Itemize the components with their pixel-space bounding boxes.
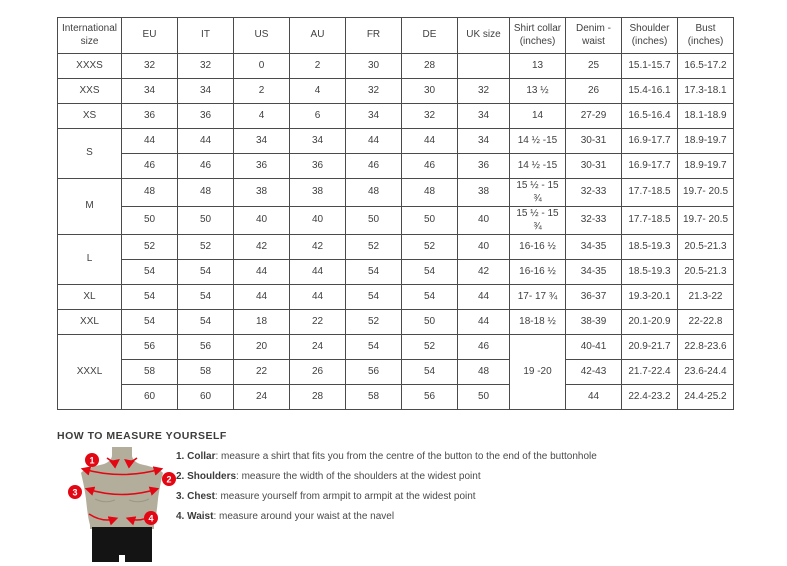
value-cell: 52 [346, 235, 402, 260]
value-cell: 52 [178, 235, 234, 260]
value-cell: 40 [458, 207, 510, 235]
value-cell: 34 [178, 79, 234, 104]
marker-4 [144, 511, 158, 525]
value-cell: 50 [178, 207, 234, 235]
value-cell: 40 [458, 235, 510, 260]
value-cell: 52 [122, 235, 178, 260]
value-cell: 32-33 [566, 179, 622, 207]
value-cell: 20.5-21.3 [678, 235, 734, 260]
value-cell: 34 [458, 129, 510, 154]
column-header: FR [346, 18, 402, 54]
value-cell: 44 [346, 129, 402, 154]
value-cell: 50 [346, 207, 402, 235]
value-cell: 21.3-22 [678, 285, 734, 310]
value-cell: 32 [402, 104, 458, 129]
value-cell: 2 [290, 54, 346, 79]
value-cell: 52 [402, 335, 458, 360]
value-cell: 42 [234, 235, 290, 260]
value-cell: 18.5-19.3 [622, 235, 678, 260]
value-cell: 44 [290, 260, 346, 285]
column-header: UK size [458, 18, 510, 54]
table-row [58, 285, 734, 310]
svg-text:3: 3 [72, 487, 78, 498]
value-cell: 32 [122, 54, 178, 79]
mannequin-shorts [92, 527, 152, 562]
value-cell: 17.7-18.5 [622, 179, 678, 207]
value-cell: 22 [290, 310, 346, 335]
column-header: Shirt collar (inches) [510, 18, 566, 54]
collar-value-cell: 14 [510, 104, 566, 129]
value-cell: 32 [178, 54, 234, 79]
value-cell: 15.1-15.7 [622, 54, 678, 79]
value-cell: 26 [566, 79, 622, 104]
measure-guide-section [57, 430, 757, 566]
table-row [58, 129, 734, 154]
value-cell: 50 [402, 310, 458, 335]
collar-value-cell: 14 ½ -15 [510, 154, 566, 179]
value-cell: 48 [402, 179, 458, 207]
value-cell: 38 [234, 179, 290, 207]
value-cell: 48 [346, 179, 402, 207]
value-cell: 36 [234, 154, 290, 179]
value-cell: 22.4-23.2 [622, 385, 678, 410]
measure-instruction [176, 471, 757, 482]
column-header: Shoulder (inches) [622, 18, 678, 54]
table-row [58, 235, 734, 260]
collar-value-cell: 15 ½ - 15 ¾ [510, 179, 566, 207]
instruction-label: Shoulders [187, 471, 237, 482]
value-cell: 34-35 [566, 235, 622, 260]
collar-value-cell: 17- 17 ¾ [510, 285, 566, 310]
instruction-number: 3. [176, 491, 188, 502]
value-cell: 18.9-19.7 [678, 129, 734, 154]
value-cell: 25 [566, 54, 622, 79]
collar-value-cell: 19 -20 [510, 335, 566, 410]
measure-instruction [176, 491, 757, 502]
value-cell: 34 [290, 129, 346, 154]
value-cell: 48 [122, 179, 178, 207]
value-cell: 56 [122, 335, 178, 360]
value-cell: 44 [122, 129, 178, 154]
column-header: International size [58, 18, 122, 54]
value-cell: 50 [458, 385, 510, 410]
value-cell: 23.6-24.4 [678, 360, 734, 385]
value-cell: 54 [178, 260, 234, 285]
value-cell [458, 54, 510, 79]
value-cell: 36 [178, 104, 234, 129]
value-cell: 54 [346, 285, 402, 310]
value-cell: 44 [458, 310, 510, 335]
collar-value-cell: 13 [510, 54, 566, 79]
value-cell: 58 [122, 360, 178, 385]
instruction-label: Collar [187, 451, 216, 462]
value-cell: 44 [290, 285, 346, 310]
measure-instructions-list [176, 447, 757, 522]
value-cell: 40 [290, 207, 346, 235]
value-cell: 16.9-17.7 [622, 154, 678, 179]
value-cell: 48 [458, 360, 510, 385]
value-cell: 54 [122, 310, 178, 335]
size-label-cell: XXXL [58, 335, 122, 410]
value-cell: 30 [402, 79, 458, 104]
value-cell: 4 [290, 79, 346, 104]
table-row [58, 79, 734, 104]
value-cell: 18.9-19.7 [678, 154, 734, 179]
marker-2 [162, 472, 176, 486]
value-cell: 54 [178, 310, 234, 335]
table-row [58, 335, 734, 360]
collar-value-cell: 13 ½ [510, 79, 566, 104]
column-header: Bust (inches) [678, 18, 734, 54]
value-cell: 22.8-23.6 [678, 335, 734, 360]
instruction-text: : measure a shirt that fits you from the centre of the button to the end of the buttonhole [215, 451, 597, 462]
svg-text:1: 1 [89, 455, 95, 466]
value-cell: 26 [290, 360, 346, 385]
value-cell: 24 [234, 385, 290, 410]
mannequin-figure-icon [59, 447, 184, 565]
value-cell: 44 [566, 385, 622, 410]
value-cell: 20.1-20.9 [622, 310, 678, 335]
svg-text:4: 4 [148, 513, 154, 524]
value-cell: 46 [122, 154, 178, 179]
collar-value-cell: 18-18 ½ [510, 310, 566, 335]
table-body [58, 54, 734, 410]
value-cell: 19.7- 20.5 [678, 179, 734, 207]
instruction-number: 1. [176, 451, 188, 462]
header-row [58, 18, 734, 54]
value-cell: 54 [346, 260, 402, 285]
table-row [58, 310, 734, 335]
value-cell: 42 [290, 235, 346, 260]
value-cell: 18.1-18.9 [678, 104, 734, 129]
size-label-cell: XS [58, 104, 122, 129]
value-cell: 24.4-25.2 [678, 385, 734, 410]
value-cell: 48 [178, 179, 234, 207]
value-cell: 32 [458, 79, 510, 104]
instruction-label: Chest [187, 491, 215, 502]
table-row [58, 385, 734, 410]
collar-value-cell: 14 ½ -15 [510, 129, 566, 154]
value-cell: 40 [234, 207, 290, 235]
marker-1 [85, 453, 99, 467]
value-cell: 16.5-16.4 [622, 104, 678, 129]
size-label-cell: XXXS [58, 54, 122, 79]
collar-value-cell: 16-16 ½ [510, 260, 566, 285]
size-label-cell: XL [58, 285, 122, 310]
value-cell: 46 [402, 154, 458, 179]
value-cell: 42 [458, 260, 510, 285]
value-cell: 44 [234, 260, 290, 285]
value-cell: 42-43 [566, 360, 622, 385]
value-cell: 20.5-21.3 [678, 260, 734, 285]
value-cell: 28 [290, 385, 346, 410]
value-cell: 38 [290, 179, 346, 207]
table-header [58, 18, 734, 54]
value-cell: 36 [290, 154, 346, 179]
measure-guide-body [57, 447, 757, 566]
value-cell: 34-35 [566, 260, 622, 285]
value-cell: 32 [346, 79, 402, 104]
value-cell: 46 [178, 154, 234, 179]
value-cell: 44 [402, 129, 458, 154]
value-cell: 17.7-18.5 [622, 207, 678, 235]
value-cell: 50 [122, 207, 178, 235]
value-cell: 50 [402, 207, 458, 235]
table-row [58, 207, 734, 235]
value-cell: 30-31 [566, 129, 622, 154]
table-row [58, 360, 734, 385]
value-cell: 18 [234, 310, 290, 335]
value-cell: 54 [402, 285, 458, 310]
size-label-cell: XXS [58, 79, 122, 104]
value-cell: 38 [458, 179, 510, 207]
value-cell: 56 [402, 385, 458, 410]
value-cell: 20 [234, 335, 290, 360]
value-cell: 17.3-18.1 [678, 79, 734, 104]
column-header: Denim - waist [566, 18, 622, 54]
value-cell: 15.4-16.1 [622, 79, 678, 104]
value-cell: 54 [346, 335, 402, 360]
marker-3 [68, 485, 82, 499]
instruction-number: 4. [176, 511, 188, 522]
size-label-cell: M [58, 179, 122, 235]
value-cell: 46 [346, 154, 402, 179]
value-cell: 22 [234, 360, 290, 385]
value-cell: 19.3-20.1 [622, 285, 678, 310]
column-header: EU [122, 18, 178, 54]
value-cell: 24 [290, 335, 346, 360]
value-cell: 36 [458, 154, 510, 179]
measure-instruction [176, 511, 757, 522]
table-row [58, 260, 734, 285]
column-header: AU [290, 18, 346, 54]
value-cell: 27-29 [566, 104, 622, 129]
size-label-cell: S [58, 129, 122, 179]
table-row [58, 54, 734, 79]
value-cell: 58 [346, 385, 402, 410]
value-cell: 4 [234, 104, 290, 129]
value-cell: 54 [402, 360, 458, 385]
value-cell: 44 [178, 129, 234, 154]
measure-guide-title: HOW TO MEASURE YOURSELF [57, 430, 227, 442]
value-cell: 21.7-22.4 [622, 360, 678, 385]
value-cell: 54 [122, 260, 178, 285]
value-cell: 44 [234, 285, 290, 310]
value-cell: 58 [178, 360, 234, 385]
collar-value-cell: 16-16 ½ [510, 235, 566, 260]
column-header: IT [178, 18, 234, 54]
value-cell: 54 [122, 285, 178, 310]
value-cell: 22-22.8 [678, 310, 734, 335]
size-chart-section [57, 17, 734, 410]
size-chart-table [57, 17, 734, 410]
value-cell: 16.5-17.2 [678, 54, 734, 79]
value-cell: 19.7- 20.5 [678, 207, 734, 235]
value-cell: 54 [178, 285, 234, 310]
svg-text:2: 2 [166, 474, 172, 485]
size-label-cell: XXL [58, 310, 122, 335]
value-cell: 2 [234, 79, 290, 104]
value-cell: 34 [458, 104, 510, 129]
value-cell: 6 [290, 104, 346, 129]
table-row [58, 179, 734, 207]
value-cell: 56 [346, 360, 402, 385]
value-cell: 34 [346, 104, 402, 129]
value-cell: 60 [178, 385, 234, 410]
value-cell: 36 [122, 104, 178, 129]
value-cell: 28 [402, 54, 458, 79]
column-header: DE [402, 18, 458, 54]
value-cell: 52 [346, 310, 402, 335]
value-cell: 34 [234, 129, 290, 154]
value-cell: 52 [402, 235, 458, 260]
table-row [58, 104, 734, 129]
instruction-text: : measure yourself from armpit to armpit at the widest point [214, 491, 476, 502]
measure-instruction [176, 451, 757, 462]
value-cell: 20.9-21.7 [622, 335, 678, 360]
instruction-label: Waist [187, 511, 214, 522]
collar-value-cell: 15 ½ - 15 ¾ [510, 207, 566, 235]
value-cell: 18.5-19.3 [622, 260, 678, 285]
value-cell: 36-37 [566, 285, 622, 310]
value-cell: 56 [178, 335, 234, 360]
value-cell: 40-41 [566, 335, 622, 360]
value-cell: 34 [122, 79, 178, 104]
instruction-number: 2. [176, 471, 188, 482]
size-label-cell: L [58, 235, 122, 285]
value-cell: 54 [402, 260, 458, 285]
value-cell: 30 [346, 54, 402, 79]
column-header: US [234, 18, 290, 54]
value-cell: 0 [234, 54, 290, 79]
value-cell: 32-33 [566, 207, 622, 235]
value-cell: 16.9-17.7 [622, 129, 678, 154]
value-cell: 38-39 [566, 310, 622, 335]
value-cell: 30-31 [566, 154, 622, 179]
value-cell: 60 [122, 385, 178, 410]
instruction-text: : measure around your waist at the navel [213, 511, 395, 522]
value-cell: 44 [458, 285, 510, 310]
table-row [58, 154, 734, 179]
instruction-text: : measure the width of the shoulders at the widest point [236, 471, 481, 482]
value-cell: 46 [458, 335, 510, 360]
